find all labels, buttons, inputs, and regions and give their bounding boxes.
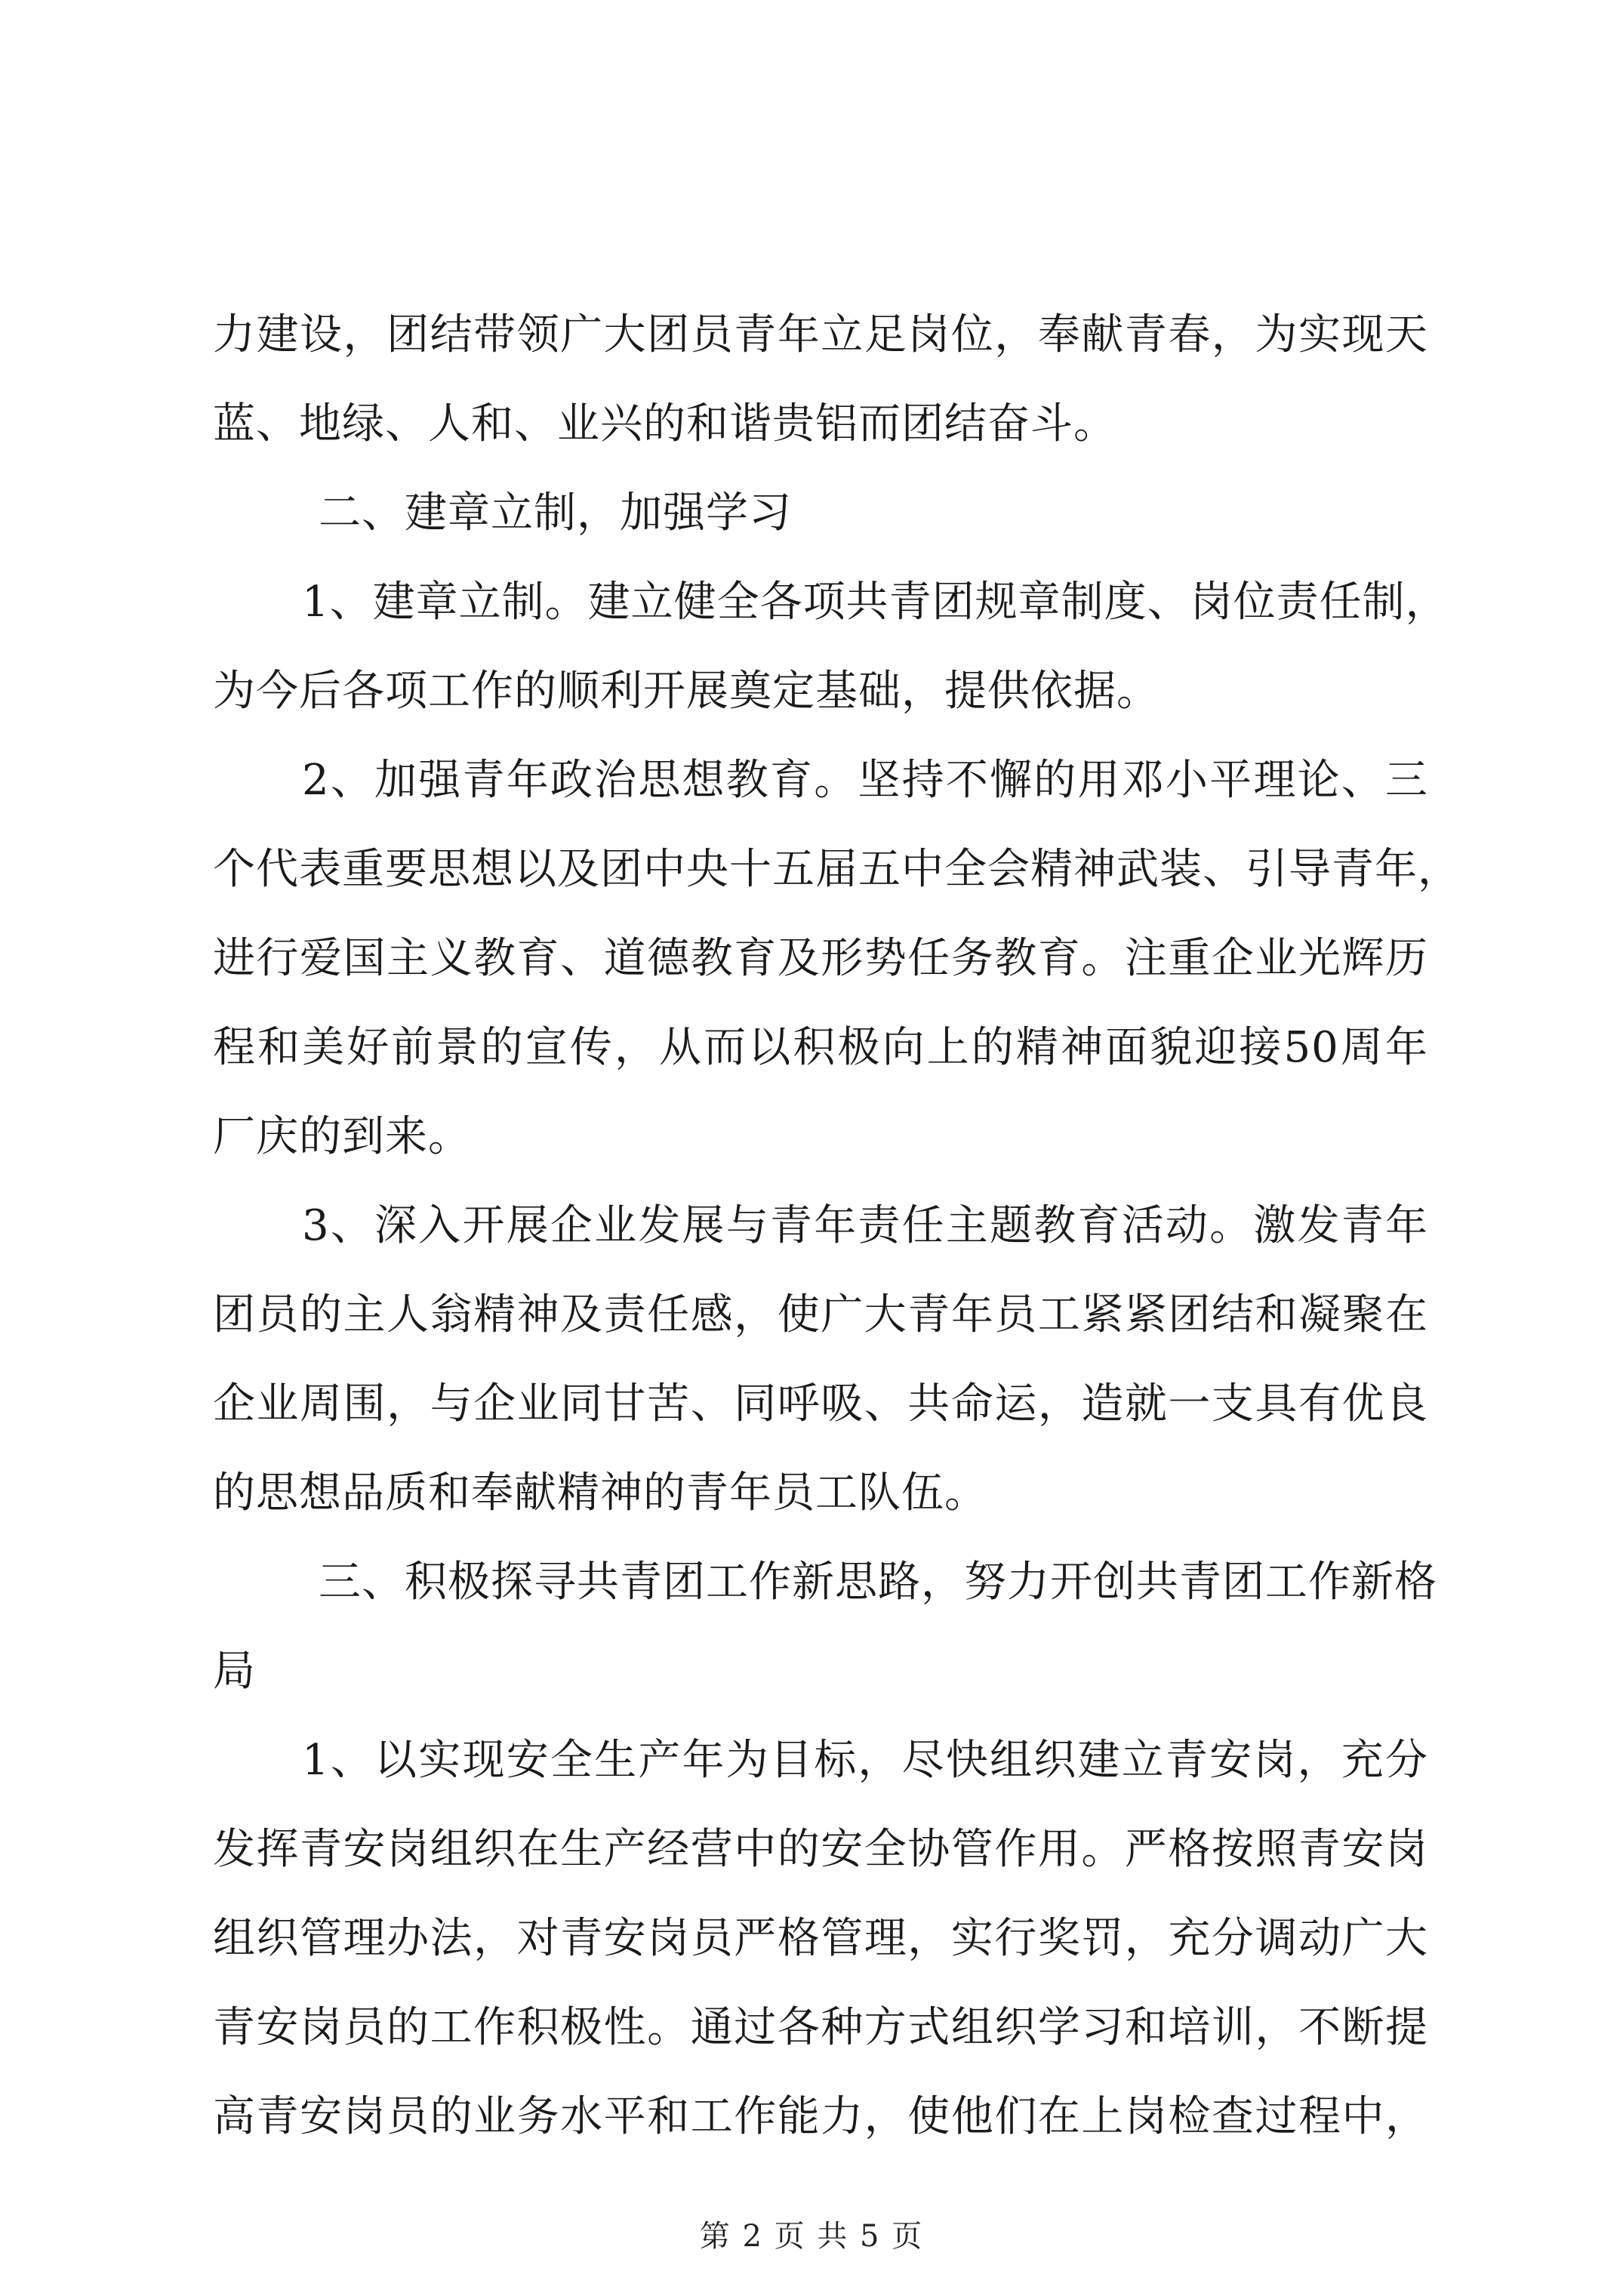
text-line: 个代表重要思想以及团中央十五届五中全会精神武装、引导青年， (213, 845, 1461, 894)
text-line: 力建设，团结带领广大团员青年立足岗位，奉献青春，为实现天 (213, 310, 1428, 359)
section-heading: 三、积极探寻共青团工作新思路，努力开创共青团工作新格 (319, 1558, 1437, 1607)
text-line: 3、深入开展企业发展与青年责任主题教育活动。激发青年 (302, 1201, 1428, 1250)
text-line: 程和美好前景的宣传，从而以积极向上的精神面貌迎接50周年 (213, 1023, 1428, 1072)
text-line: 厂庆的到来。 (213, 1112, 471, 1161)
text-line: 团员的主人翁精神及责任感，使广大青年员工紧紧团结和凝聚在 (213, 1290, 1428, 1339)
text-line: 企业周围，与企业同甘苦、同呼吸、共命运，造就一支具有优良 (213, 1379, 1428, 1428)
text-line: 组织管理办法，对青安岗员严格管理，实行奖罚，充分调动广大 (213, 1914, 1428, 1963)
text-line: 发挥青安岗组织在生产经营中的安全协管作用。严格按照青安岗 (213, 1825, 1428, 1874)
text-line: 1、建章立制。建立健全各项共青团规章制度、岗位责任制， (302, 578, 1449, 627)
text-line: 1、以实现安全生产年为目标，尽快组织建立青安岗，充分 (302, 1736, 1428, 1785)
document-body (213, 291, 1461, 2162)
text-line: 2、加强青年政治思想教育。坚持不懈的用邓小平理论、三 (302, 756, 1428, 805)
section-heading: 二、建章立制，加强学习 (319, 488, 792, 538)
section-heading-continued: 局 (213, 1647, 256, 1696)
text-line: 的思想品质和奉献精神的青年员工队伍。 (213, 1469, 987, 1518)
text-line: 青安岗员的工作积极性。通过各种方式组织学习和培训，不断提 (213, 2003, 1428, 2052)
page-number-footer: 第 2 页 共 5 页 (699, 2219, 924, 2254)
text-line: 进行爱国主义教育、道德教育及形势任务教育。注重企业光辉历 (213, 934, 1428, 983)
text-line: 高青安岗员的业务水平和工作能力，使他们在上岗检查过程中， (213, 2092, 1428, 2141)
text-line: 蓝、地绿、人和、业兴的和谐贵铝而团结奋斗。 (213, 399, 1116, 448)
text-line: 为今后各项工作的顺利开展奠定基础，提供依据。 (213, 667, 1160, 716)
